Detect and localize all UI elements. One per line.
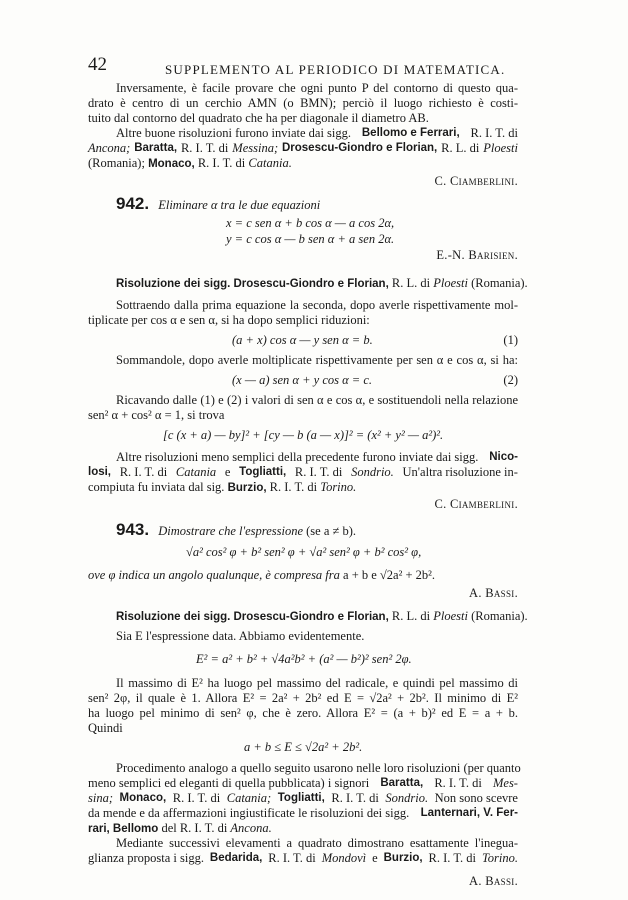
expression: √a² cos² φ + b² sen² φ + √a² sen² φ + b² cos² φ, — [186, 545, 422, 559]
text-span: e — [224, 465, 231, 479]
running-title: SUPPLEMENTO AL PERIODICO DI MATEMATICA. — [165, 62, 506, 77]
text-line — [88, 156, 292, 172]
text-line: ha luogo pel minimo di sen² φ, che è zero. Allora E² = (a + b)² ed E = a + b. — [88, 706, 518, 720]
problem-statement: ove φ indica un angolo qualunque, è compresa fra — [88, 568, 340, 582]
text-line: drato è centro di un cerchio AMN (o BMN); perciò il luogo richiesto è costi- — [88, 96, 518, 110]
text-line — [88, 465, 518, 480]
text-span: R. I. T. di — [294, 465, 343, 479]
text-line — [116, 450, 518, 465]
author-names: Monaco, — [148, 158, 195, 170]
text-span: e — [372, 851, 378, 865]
text-span: da mende e da affermazioni ingiustificate le risoluzioni dei sigg. — [88, 806, 410, 820]
text-line: Mediante successivi elevamenti a quadrato dimostrano esattamente l'inegua- — [116, 836, 518, 850]
author-names: Drosescu-Giondro e Florian, — [281, 142, 438, 154]
text-line — [88, 776, 518, 791]
author-names: Drosescu-Giondro e Florian, — [233, 278, 389, 290]
problem-statement: Dimostrare che l'espressione — [158, 524, 304, 538]
text-span: R. I. T. di — [119, 465, 168, 479]
text-line: Procedimento analogo a quello seguito usarono nelle loro risoluzioni (per quanto — [116, 761, 521, 775]
problem-number: 942. — [116, 194, 150, 213]
text-span: R. I. T. di — [180, 141, 229, 155]
text-span: R. I. T. di — [470, 126, 518, 140]
proposer: A. Bassi. — [469, 586, 518, 600]
condition: (se a ≠ b). — [306, 524, 357, 538]
city: Messina; — [232, 141, 279, 155]
city: Catania. — [248, 156, 292, 170]
text-span: Un'altra risoluzione in- — [402, 465, 518, 479]
text-span: Non sono scevre — [434, 791, 518, 805]
city: Catania — [175, 465, 217, 479]
text-span: (Romania); — [88, 156, 145, 170]
city: sina; — [88, 791, 113, 805]
city: Ancona; — [88, 141, 131, 155]
text-line: Quindi — [88, 721, 123, 735]
city: Torino. — [320, 480, 357, 494]
text-span: (Romania). — [471, 609, 528, 623]
city: Sondrio. — [385, 791, 429, 805]
text-line — [88, 791, 518, 806]
text-line: Sia E l'espressione data. Abbiamo evidentemente. — [116, 629, 365, 643]
text-span: Altre buone risoluzioni furono inviate dai sigg. — [116, 126, 352, 140]
author-names: Baratta, — [134, 142, 178, 154]
text-line — [116, 126, 518, 141]
text-line: Il massimo di E² ha luogo pel massimo del radicale, e quindi pel massimo di — [116, 676, 518, 690]
signature: A. Bassi. — [469, 874, 518, 888]
equation: (a + x) cos α — y sen α = b. — [232, 333, 373, 347]
problem-statement: Eliminare α tra le due equazioni — [158, 198, 321, 212]
author-names: Togliatti, — [239, 466, 287, 478]
text-span: R. I. T. di — [434, 776, 482, 790]
equation: [c (x + a) — by]² + [cy — b (a — x)]² = (x² + y² — a²)². — [163, 428, 444, 442]
author-names: Monaco, — [119, 792, 167, 804]
solution-intro: Risoluzione dei sigg. — [116, 278, 231, 290]
city: Torino. — [481, 851, 518, 865]
problem-943-heading — [116, 522, 356, 539]
proposer: E.-N. Barisien. — [436, 248, 518, 262]
solution-heading — [116, 276, 528, 292]
problem-942-heading — [116, 196, 320, 213]
text-span: R. I. T. di — [269, 480, 318, 494]
author-names: Burzio, — [383, 852, 423, 864]
text-span: (Romania). — [471, 276, 528, 290]
city: Mes- — [492, 776, 518, 790]
author-names: Bedarida, — [209, 852, 263, 864]
text-line: Sommandole, dopo averle moltiplicate rispettivamente per sen α e cos α, si ha: — [116, 353, 518, 367]
text-line: tiplicate per cos α e sen α, si ha dopo semplici riduzioni: — [88, 313, 370, 327]
text-line: sen² α + cos² α = 1, si trova — [88, 408, 225, 422]
text-span: del R. I. T. di — [161, 821, 228, 835]
city: Ploesti — [433, 609, 468, 623]
author-names: Bellomo e Ferrari, — [361, 127, 460, 139]
equation: y = c cos α — b sen α + a sen 2α. — [226, 232, 395, 246]
text-span: R. I. T. di — [428, 851, 477, 865]
equation-number: (1) — [503, 333, 518, 347]
equation: E² = a² + b² + √4a²b² + (a² — b²)² sen² 2φ. — [196, 652, 412, 666]
author-names: Drosescu-Giondro e Florian, — [233, 611, 389, 623]
city: Ploesti — [433, 276, 468, 290]
author-names: Burzio, — [227, 482, 267, 494]
signature: C. Ciamberlini. — [434, 497, 518, 511]
equation-number: (2) — [503, 373, 518, 387]
text-span: R. I. T. di — [172, 791, 221, 805]
city: Catania; — [226, 791, 272, 805]
equation: x = c sen α + b cos α — a cos 2α, — [226, 216, 395, 230]
text-line: Sottraendo dalla prima equazione la seconda, dopo averle rispettivamente mol- — [116, 298, 518, 312]
equation: (x — a) sen α + y cos α = c. — [232, 373, 373, 387]
solution-heading — [116, 609, 528, 625]
text-span: R. I. T. di — [331, 791, 379, 805]
text-line — [88, 480, 356, 496]
text-line — [88, 141, 518, 156]
city: Sondrio. — [351, 465, 394, 479]
text-span: R. I. T. di — [197, 156, 246, 170]
text-line: Inversamente, è facile provare che ogni punto P del contorno di questo qua- — [116, 81, 518, 95]
author-names: Lanternari, V. Fer- — [420, 807, 518, 819]
author-names: losi, — [88, 466, 112, 478]
author-names: Togliatti, — [277, 792, 325, 804]
text-span: compiuta fu inviata dal sig. — [88, 480, 225, 494]
city: Ancona. — [230, 821, 272, 835]
text-span: glianza proposta i sigg. — [88, 851, 204, 865]
author-names: Baratta, — [380, 777, 424, 789]
author-names: rari, Bellomo — [88, 823, 159, 835]
text-span: R. L. di — [441, 141, 480, 155]
text-span: R. L. di — [391, 609, 431, 623]
text-line: sen² 2φ, il quale è 1. Allora E² = 2a² + 2b² ed E = √2a² + 2b². Il minimo di E² — [88, 691, 518, 705]
text-line — [88, 851, 518, 866]
text-span: meno semplici ed eleganti di quella pubblicata) i signori — [88, 776, 370, 790]
solution-intro: Risoluzione dei sigg. — [116, 611, 231, 623]
author-names: Nico- — [489, 451, 518, 463]
text-line — [88, 821, 272, 837]
text-line — [88, 806, 518, 821]
text-line: tuito dal contorno del quadrato che ha per diagonale il diametro AB. — [88, 111, 429, 125]
page-number: 42 — [88, 54, 107, 75]
signature: C. Ciamberlini. — [434, 174, 518, 188]
problem-number: 943. — [116, 520, 150, 539]
city: Mondovì — [321, 851, 367, 865]
city: Ploesti — [483, 141, 518, 155]
text-span: R. I. T. di — [268, 851, 316, 865]
text-line — [88, 568, 435, 583]
text-span: R. L. di — [391, 276, 431, 290]
bound: a + b e √2a² + 2b². — [343, 568, 436, 582]
inequality: a + b ≤ E ≤ √2a² + 2b². — [244, 740, 363, 754]
text-line: Ricavando dalle (1) e (2) i valori di sen α e cos α, e sostituendoli nella relazione — [116, 393, 518, 407]
text-span: Altre risoluzioni meno semplici della precedente furono inviate dai sigg. — [116, 450, 479, 464]
